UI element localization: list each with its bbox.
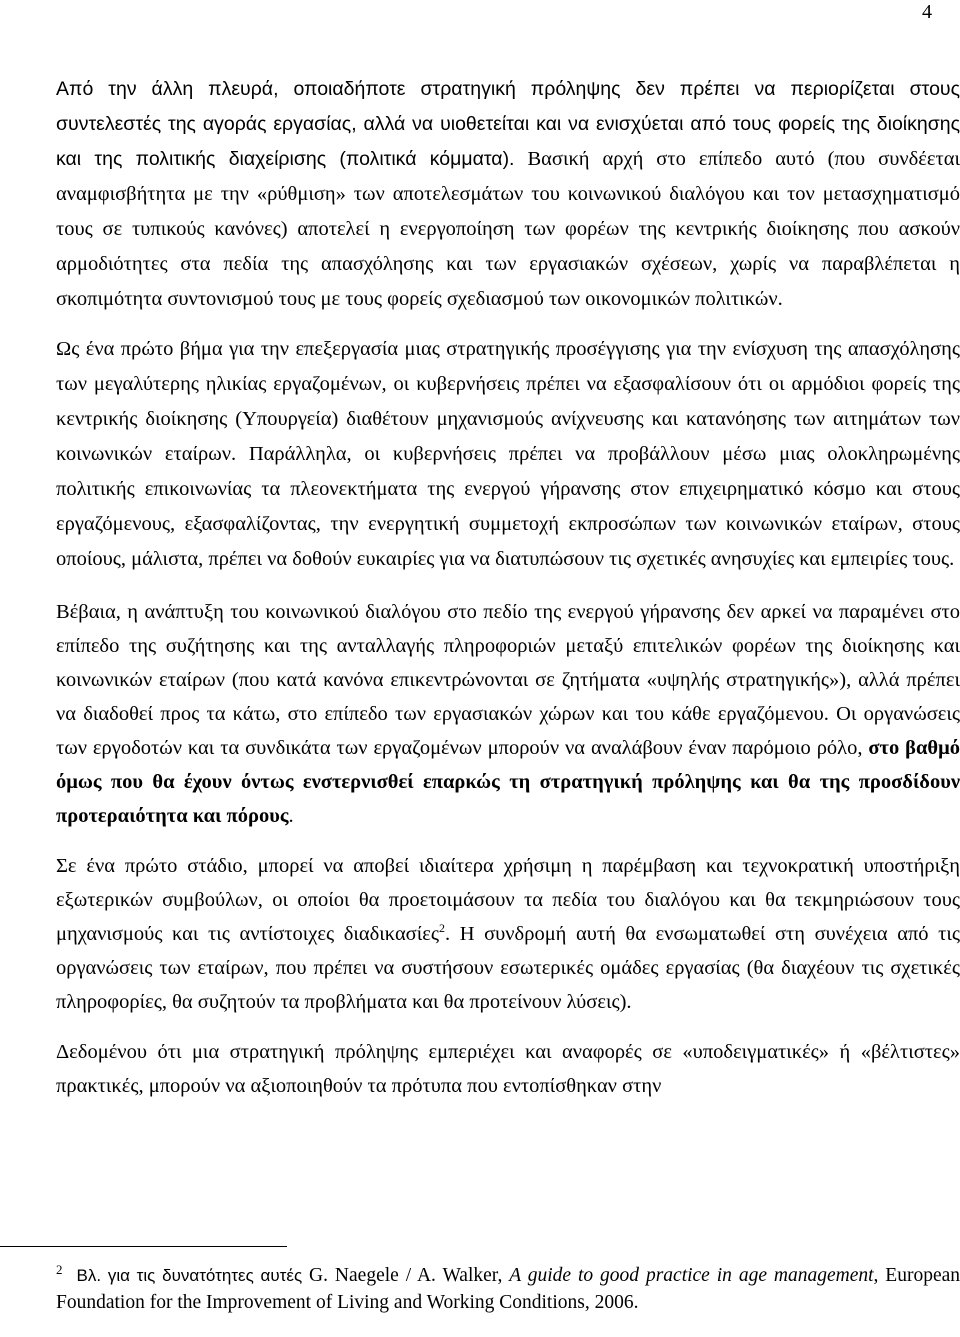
paragraph-3-bold-text: στο βαθμό όμως που θα έχουν όντως ενστερνισθεί επαρκώς τη στρατηγική πρόληψης και θα της προσδίδουν προτεραιότητα και πόρους (56, 737, 960, 827)
footnote-rest: , European Foundation for the Improvement of Living and Working Conditions, 2006. (56, 1265, 960, 1313)
paragraph-4-text-a: Σε ένα πρώτο στάδιο, μπορεί να αποβεί ιδιαίτερα χρήσιμη η παρέμβαση και τεχνοκρατική υποστήριξη εξωτερικών συμβούλων, οι οποίοι θα προετοιμάσουν τα πεδία του διαλόγου και θα τεκμηριώσουν τους μηχανισμούς και τις αντίστοιχες διαδικασίες (56, 855, 960, 945)
footnote-mark: 2 (56, 1261, 63, 1277)
paragraph-4-text-b: . Η συνδρομή αυτή θα ενσωματωθεί στη συνέχεια από τις οργανώσεις των εταίρων, που πρέπει να συστήσουν εσωτερικές ομάδες εργασίας (θα διαχέουν τις σχετικές πληροφορίες, θα συζητούν τα προβλήματα και θα προτείνουν λύσεις). (56, 923, 960, 1013)
document-body (56, 72, 960, 1103)
paragraph-2-text-a: Ως ένα πρώτο βήμα για την επεξεργασία μιας στρατηγικής προσέγγισης για την ενίσχυση της απασχόλησης των μεγαλύτερης ηλικίας εργαζομένων, οι κυβερνήσεις πρέπει να εξασφαλίσουν ότι οι αρμόδιοι φορείς της κεντρικής διοίκησης (Υπουργεία) διαθέτουν μηχανισμούς ανίχνευσης και κατανόησης των αιτημάτων των κοινωνικών εταίρων. (56, 338, 960, 465)
paragraph-4 (56, 849, 960, 1019)
footnote-lead: Βλ. για τις δυνατότητες αυτές (76, 1266, 303, 1285)
paragraph-3-end: . (288, 805, 294, 827)
paragraph-3 (56, 595, 960, 833)
paragraph-2-text-b: Παράλληλα, οι κυβερνήσεις πρέπει να προβάλλουν μέσω μιας ολοκληρωμένης πολιτικής επικοινωνίας τα πλεονεκτήματα της ενεργού γήρανσης στον επιχειρηματικό κόσμο και στους εργαζόμενους, εξασφαλίζοντας, την ενεργητική συμμετοχή εκπροσώπων των κοινωνικών εταίρων, στους οποίους, μάλιστα, πρέπει να δοθούν ευκαιρίες για να διατυπώσουν τις σχετικές ανησυχίες και εμπειρίες τους. (56, 443, 960, 570)
footnote-reference[interactable]: 2 (438, 921, 445, 936)
footnote-title: A guide to good practice in age management (509, 1265, 874, 1286)
paragraph-5-text: Δεδομένου ότι μια στρατηγική πρόληψης εμπεριέχει και αναφορές σε «υποδειγματικές» ή «βέλτιστες» πρακτικές, μπορούν να αξιοποιηθούν τα πρότυπα που εντοπίσθηκαν στην (56, 1041, 960, 1097)
paragraph-1-serif-text: Βασική αρχή στο επίπεδο αυτό (που συνδέεται αναμφισβήτητα με την «ρύθμιση» των αποτελεσμάτων του κοινωνικού διαλόγου και τον μετασχηματισμό τους σε τυπικούς κανόνες) αποτελεί η ενεργοποίηση των φορέων της κεντρικής διοίκησης που ασκούν αρμοδιότητες στα πεδία της απασχόλησης και των εργασιακών σχέσεων, χωρίς να παραβλέπεται η σκοπιμότητα συντονισμού τους με τους φορείς σχεδιασμού των οικονομικών πολιτικών. (56, 148, 960, 310)
footnote (56, 1262, 960, 1316)
paragraph-5 (56, 1035, 960, 1103)
page-number: 4 (922, 1, 932, 23)
paragraph-1 (56, 72, 960, 317)
footnote-authors: G. Naegele / A. Walker, (302, 1265, 510, 1286)
footnote-separator (0, 1246, 287, 1247)
paragraph-1-sans-text: Από την άλλη πλευρά, οποιαδήποτε στρατηγική πρόληψης δεν πρέπει να περιορίζεται στους συντελεστές της αγοράς εργασίας, αλλά να υιοθετείται και να ενισχύεται από τους φορείς της διοίκησης και της πολιτικής διαχείρισης (πολιτικά κόμματα). (56, 78, 960, 170)
paragraph-3-text: Βέβαια, η ανάπτυξη του κοινωνικού διαλόγου στο πεδίο της ενεργού γήρανσης δεν αρκεί να παραμένει στο επίπεδο της συζήτησης και της ανταλλαγής πληροφοριών μεταξύ επιτελικών φορέων της διοίκησης και κοινωνικών εταίρων (που κατά κανόνα επικεντρώνονται σε ζητήματα «υψηλής στρατηγικής»), αλλά πρέπει να διαδοθεί προς τα κάτω, στο επίπεδο των εργασιακών χώρων και του κάθε εργαζόμενου. Οι οργανώσεις των εργοδοτών και τα συνδικάτα των εργαζομένων μπορούν να αναλάβουν έναν παρόμοιο ρόλο, (56, 601, 960, 759)
paragraph-2 (56, 332, 960, 577)
